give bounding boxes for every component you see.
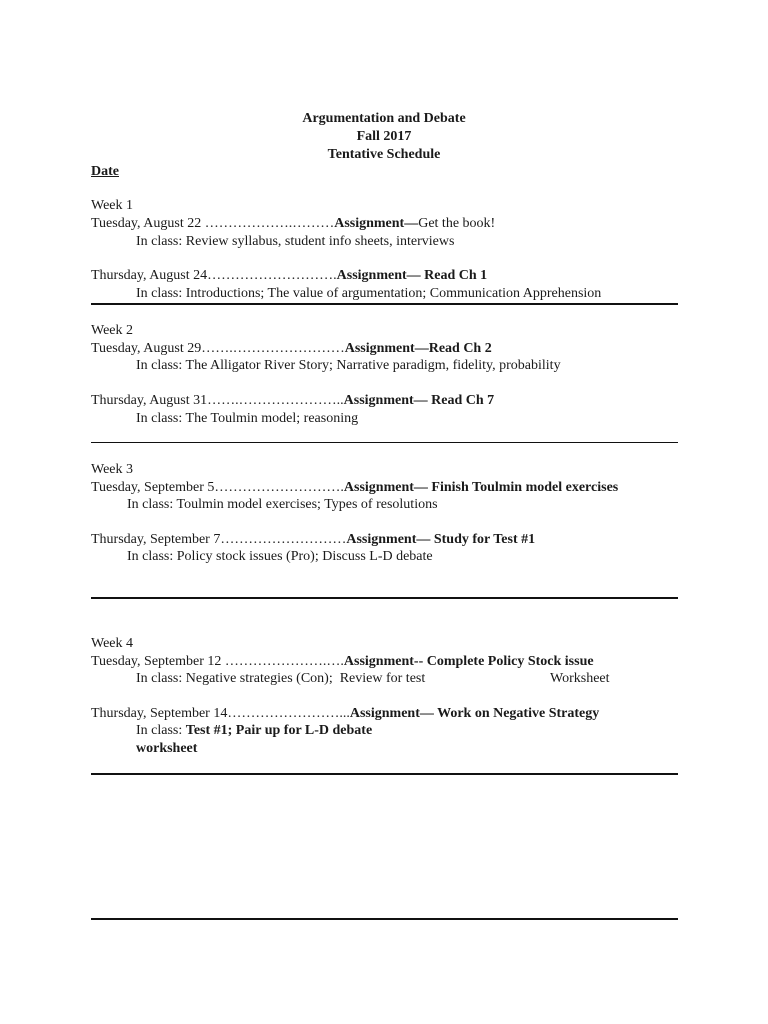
leader-dots: …….………………….. — [207, 393, 344, 408]
in-class-line — [136, 670, 425, 688]
session-row — [91, 705, 599, 723]
week-label: Week 2 — [91, 323, 134, 338]
in-class-text: Test #1; Pair up for L-D debate — [185, 723, 373, 738]
in-class-line — [127, 548, 433, 566]
session-date: Thursday, August 31 — [91, 393, 208, 408]
in-class-line — [127, 496, 438, 514]
in-class-text: Policy stock issues (Pro); Discuss L-D debate — [176, 549, 433, 564]
in-class-prefix: In class: — [136, 671, 186, 686]
in-class-prefix: In class: — [136, 286, 186, 301]
assignment-label: Assignment— Work on Negative Strategy — [349, 706, 600, 721]
session-row — [91, 392, 494, 410]
session-date: Thursday, August 24 — [91, 268, 208, 283]
in-class-prefix: In class: — [136, 723, 186, 738]
session-row — [91, 215, 495, 233]
assignment-label: Assignment— Read Ch 7 — [343, 393, 495, 408]
in-class-text: Toulmin model exercises; Types of resolutions — [176, 497, 438, 512]
in-class-prefix: In class: — [136, 358, 186, 373]
in-class-line — [136, 722, 372, 740]
term-label: Fall 2017 — [356, 129, 412, 144]
in-class-line — [136, 233, 454, 251]
session-date: Tuesday, August 29 — [91, 341, 202, 356]
assignment-label: Assignment— Study for Test #1 — [346, 532, 536, 547]
in-class-text: Introductions; The value of argumentation; Communication Apprehension — [185, 286, 602, 301]
week-label: Week 3 — [91, 462, 134, 477]
in-class-line — [136, 285, 601, 303]
section-divider — [91, 442, 678, 443]
in-class-prefix: In class: — [136, 411, 186, 426]
leader-dots: …….…………………… — [201, 341, 345, 356]
in-class-text: The Toulmin model; reasoning — [185, 411, 359, 426]
session-row — [91, 531, 535, 549]
leader-dots: ……………………… — [220, 532, 347, 547]
session-date: Tuesday, August 22 — [91, 216, 205, 231]
assignment-label: Assignment—Read Ch 2 — [344, 341, 492, 356]
assignment-label: Assignment — [343, 654, 414, 669]
session-row — [91, 653, 594, 671]
section-divider — [91, 773, 678, 775]
assignment-label: Assignment— Finish Toulmin model exercises — [343, 480, 619, 495]
in-class-text: Negative strategies (Con); Review for test — [185, 671, 426, 686]
session-row — [91, 267, 487, 285]
session-date: Tuesday, September 5 — [91, 480, 215, 495]
leader-dots: ……………………... — [227, 706, 350, 721]
session-date: Tuesday, September 12 — [91, 654, 225, 669]
in-class-prefix: In class: — [127, 549, 177, 564]
in-class-line — [136, 410, 358, 428]
session-row — [91, 479, 618, 497]
section-divider — [91, 918, 678, 920]
leader-dots: ………………………. — [207, 268, 337, 283]
leader-dots: ………………………. — [214, 480, 344, 495]
worksheet-note: Worksheet — [550, 671, 610, 686]
assignment-label: Assignment— Read Ch 1 — [336, 268, 488, 283]
assignment-text: Get the book! — [418, 216, 496, 231]
in-class-line — [136, 357, 561, 375]
assignment-label: Assignment— — [334, 216, 419, 231]
week-label: Week 1 — [91, 198, 134, 213]
leader-dots: ………………….…. — [224, 654, 344, 669]
session-date: Thursday, September 7 — [91, 532, 221, 547]
session-date: Thursday, September 14 — [91, 706, 228, 721]
leader-dots: ……………….……… — [204, 216, 335, 231]
in-class-text: Review syllabus, student info sheets, interviews — [185, 234, 455, 249]
document-title: Tentative Schedule — [327, 147, 441, 162]
section-divider — [91, 597, 678, 599]
in-class-prefix: In class: — [127, 497, 177, 512]
in-class-continuation: worksheet — [136, 741, 198, 756]
section-divider — [91, 303, 678, 305]
assignment-text: -- Complete Policy Stock issue — [413, 654, 594, 669]
in-class-text: The Alligator River Story; Narrative paradigm, fidelity, probability — [185, 358, 561, 373]
week-label: Week 4 — [91, 636, 134, 651]
session-row — [91, 340, 492, 358]
date-column-heading: Date — [91, 164, 119, 179]
in-class-prefix: In class: — [136, 234, 186, 249]
course-title: Argumentation and Debate — [302, 111, 466, 126]
